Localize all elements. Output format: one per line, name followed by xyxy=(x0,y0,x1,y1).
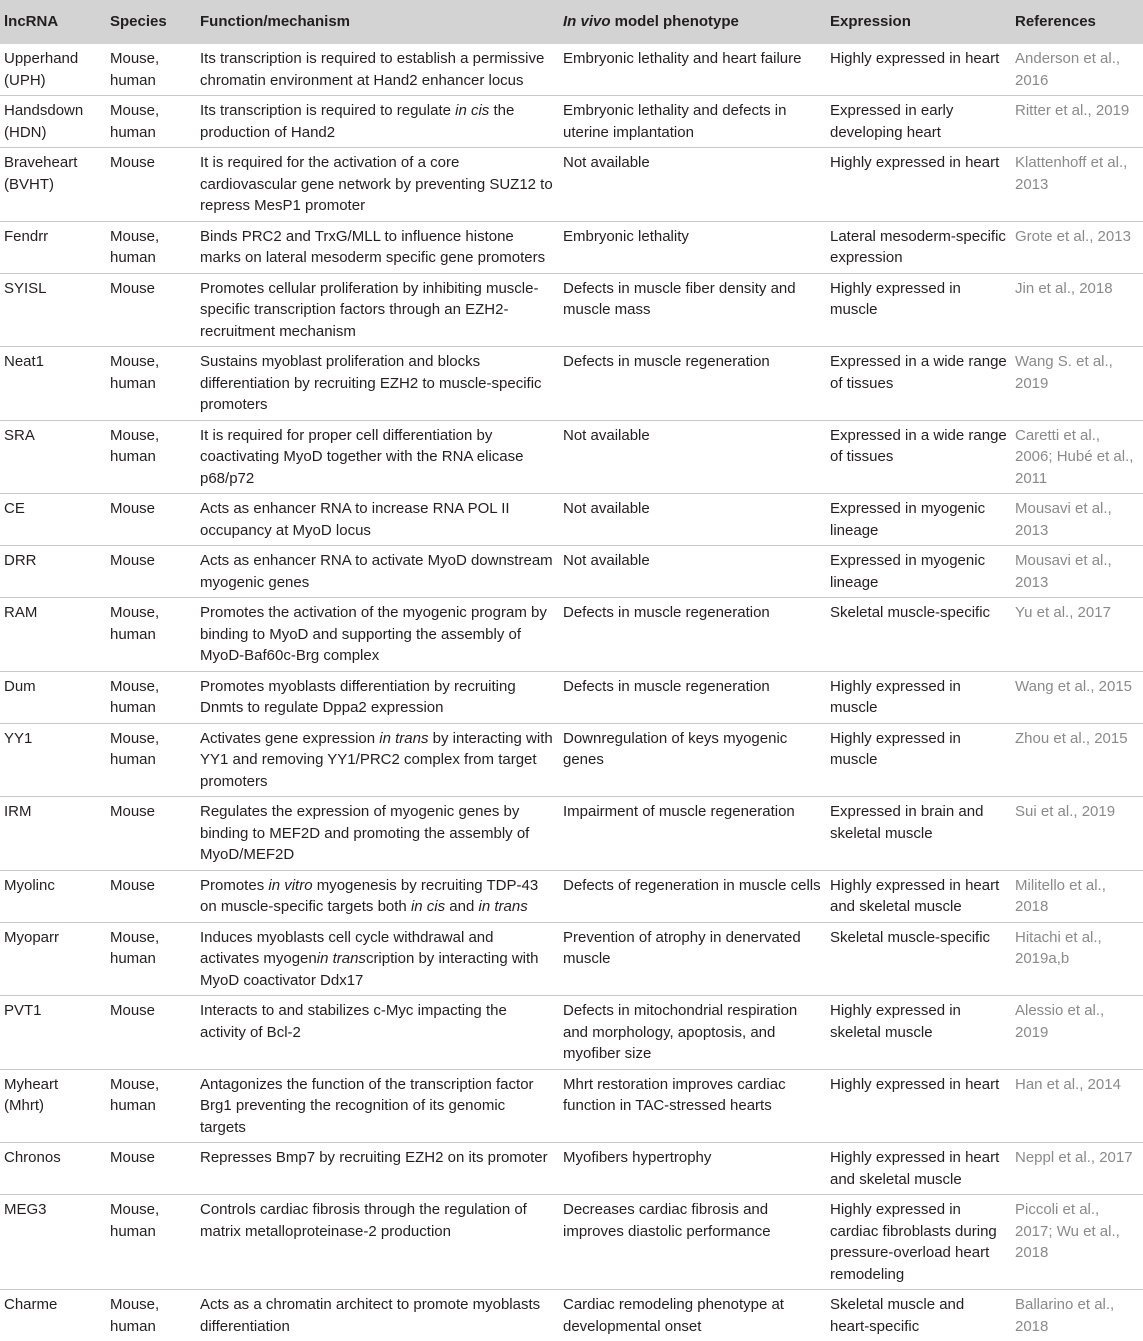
cell-lncrna: Chronos xyxy=(0,1143,106,1195)
cell-phenotype: Defects of regeneration in muscle cells xyxy=(559,870,826,922)
cell-function: Promotes cellular proliferation by inhibiting muscle-specific transcription factors through an EZH2-recruitment mechanism xyxy=(196,273,559,347)
cell-phenotype: Downregulation of keys myogenic genes xyxy=(559,723,826,797)
cell-references: Ballarino et al., 2018 xyxy=(1011,1290,1143,1341)
cell-lncrna: Fendrr xyxy=(0,221,106,273)
cell-function: Antagonizes the function of the transcription factor Brg1 preventing the recognition of its genomic targets xyxy=(196,1069,559,1143)
cell-phenotype: Not available xyxy=(559,494,826,546)
table-row xyxy=(0,996,1143,1070)
table-row xyxy=(0,273,1143,347)
cell-phenotype: Defects in muscle regeneration xyxy=(559,347,826,421)
cell-function: Acts as enhancer RNA to increase RNA POL II occupancy at MyoD locus xyxy=(196,494,559,546)
table-row xyxy=(0,494,1143,546)
cell-phenotype: Not available xyxy=(559,546,826,598)
header-function: Function/mechanism xyxy=(196,0,559,44)
table-row xyxy=(0,148,1143,222)
header-species: Species xyxy=(106,0,196,44)
table-body xyxy=(0,44,1143,1341)
cell-references: Yu et al., 2017 xyxy=(1011,598,1143,672)
cell-expression: Highly expressed in heart xyxy=(826,1069,1011,1143)
cell-lncrna: DRR xyxy=(0,546,106,598)
cell-lncrna: IRM xyxy=(0,797,106,871)
header-lncrna: lncRNA xyxy=(0,0,106,44)
table-row xyxy=(0,723,1143,797)
cell-function: Represses Bmp7 by recruiting EZH2 on its promoter xyxy=(196,1143,559,1195)
cell-phenotype: Impairment of muscle regeneration xyxy=(559,797,826,871)
cell-species: Mouse xyxy=(106,797,196,871)
cell-lncrna: Dum xyxy=(0,671,106,723)
cell-expression: Highly expressed in heart and skeletal muscle xyxy=(826,1143,1011,1195)
cell-phenotype: Mhrt restoration improves cardiac function in TAC-stressed hearts xyxy=(559,1069,826,1143)
cell-phenotype: Defects in muscle fiber density and muscle mass xyxy=(559,273,826,347)
cell-function: It is required for the activation of a core cardiovascular gene network by preventing SUZ12 to repress MesP1 promoter xyxy=(196,148,559,222)
cell-species: Mouse xyxy=(106,1143,196,1195)
cell-species: Mouse, human xyxy=(106,1069,196,1143)
cell-lncrna: Handsdown (HDN) xyxy=(0,96,106,148)
cell-expression: Skeletal muscle-specific xyxy=(826,922,1011,996)
table-row xyxy=(0,671,1143,723)
cell-species: Mouse, human xyxy=(106,598,196,672)
cell-species: Mouse, human xyxy=(106,922,196,996)
cell-species: Mouse xyxy=(106,996,196,1070)
table-row xyxy=(0,922,1143,996)
cell-phenotype: Prevention of atrophy in denervated muscle xyxy=(559,922,826,996)
cell-function: Sustains myoblast proliferation and blocks differentiation by recruiting EZH2 to muscle-specific promoters xyxy=(196,347,559,421)
cell-references: Piccoli et al., 2017; Wu et al., 2018 xyxy=(1011,1195,1143,1290)
header-references: References xyxy=(1011,0,1143,44)
cell-lncrna: Myoparr xyxy=(0,922,106,996)
table-row xyxy=(0,347,1143,421)
cell-function: It is required for proper cell differentiation by coactivating MyoD together with the RNA elicase p68/p72 xyxy=(196,420,559,494)
cell-species: Mouse xyxy=(106,494,196,546)
cell-species: Mouse xyxy=(106,148,196,222)
table-row xyxy=(0,1195,1143,1290)
header-row xyxy=(0,0,1143,44)
table-row xyxy=(0,546,1143,598)
cell-references: Caretti et al., 2006; Hubé et al., 2011 xyxy=(1011,420,1143,494)
cell-species: Mouse xyxy=(106,870,196,922)
cell-references: Anderson et al., 2016 xyxy=(1011,44,1143,96)
cell-phenotype: Not available xyxy=(559,148,826,222)
cell-species: Mouse, human xyxy=(106,723,196,797)
cell-references: Hitachi et al., 2019a,b xyxy=(1011,922,1143,996)
cell-function: Its transcription is required to establish a permissive chromatin environment at Hand2 enhancer locus xyxy=(196,44,559,96)
cell-phenotype: Not available xyxy=(559,420,826,494)
cell-lncrna: PVT1 xyxy=(0,996,106,1070)
cell-phenotype: Defects in muscle regeneration xyxy=(559,671,826,723)
cell-species: Mouse, human xyxy=(106,420,196,494)
cell-species: Mouse xyxy=(106,273,196,347)
cell-references: Alessio et al., 2019 xyxy=(1011,996,1143,1070)
cell-species: Mouse, human xyxy=(106,1195,196,1290)
cell-references: Zhou et al., 2015 xyxy=(1011,723,1143,797)
cell-expression: Skeletal muscle and heart-specific xyxy=(826,1290,1011,1341)
cell-function: Promotes myoblasts differentiation by recruiting Dnmts to regulate Dppa2 expression xyxy=(196,671,559,723)
cell-expression: Highly expressed in muscle xyxy=(826,273,1011,347)
cell-references: Wang et al., 2015 xyxy=(1011,671,1143,723)
cell-references: Ritter et al., 2019 xyxy=(1011,96,1143,148)
cell-lncrna: Myheart (Mhrt) xyxy=(0,1069,106,1143)
cell-phenotype: Embryonic lethality xyxy=(559,221,826,273)
cell-species: Mouse, human xyxy=(106,44,196,96)
cell-function: Controls cardiac fibrosis through the regulation of matrix metalloproteinase-2 production xyxy=(196,1195,559,1290)
cell-phenotype: Defects in mitochondrial respiration and morphology, apoptosis, and myofiber size xyxy=(559,996,826,1070)
cell-expression: Highly expressed in heart and skeletal muscle xyxy=(826,870,1011,922)
table-row xyxy=(0,96,1143,148)
cell-expression: Highly expressed in muscle xyxy=(826,723,1011,797)
cell-expression: Expressed in a wide range of tissues xyxy=(826,347,1011,421)
cell-lncrna: Myolinc xyxy=(0,870,106,922)
cell-function: Interacts to and stabilizes c-Myc impacting the activity of Bcl-2 xyxy=(196,996,559,1070)
cell-species: Mouse xyxy=(106,546,196,598)
cell-expression: Highly expressed in skeletal muscle xyxy=(826,996,1011,1070)
cell-lncrna: Charme xyxy=(0,1290,106,1341)
cell-lncrna: YY1 xyxy=(0,723,106,797)
cell-phenotype: Embryonic lethality and defects in uterine implantation xyxy=(559,96,826,148)
cell-references: Mousavi et al., 2013 xyxy=(1011,546,1143,598)
cell-species: Mouse, human xyxy=(106,671,196,723)
cell-function: Promotes the activation of the myogenic program by binding to MyoD and supporting the assembly of MyoD-Baf60c-Brg complex xyxy=(196,598,559,672)
cell-lncrna: Upperhand (UPH) xyxy=(0,44,106,96)
table-row xyxy=(0,1290,1143,1341)
cell-references: Grote et al., 2013 xyxy=(1011,221,1143,273)
cell-species: Mouse, human xyxy=(106,1290,196,1341)
cell-references: Mousavi et al., 2013 xyxy=(1011,494,1143,546)
cell-expression: Skeletal muscle-specific xyxy=(826,598,1011,672)
cell-expression: Highly expressed in heart xyxy=(826,44,1011,96)
cell-references: Wang S. et al., 2019 xyxy=(1011,347,1143,421)
cell-function: Binds PRC2 and TrxG/MLL to influence histone marks on lateral mesoderm specific gene promoters xyxy=(196,221,559,273)
cell-expression: Expressed in a wide range of tissues xyxy=(826,420,1011,494)
cell-species: Mouse, human xyxy=(106,347,196,421)
cell-lncrna: SYISL xyxy=(0,273,106,347)
cell-expression: Expressed in brain and skeletal muscle xyxy=(826,797,1011,871)
cell-expression: Expressed in myogenic lineage xyxy=(826,546,1011,598)
cell-species: Mouse, human xyxy=(106,96,196,148)
table-row xyxy=(0,870,1143,922)
cell-function: Activates gene expression in trans by interacting with YY1 and removing YY1/PRC2 complex from target promoters xyxy=(196,723,559,797)
cell-expression: Expressed in myogenic lineage xyxy=(826,494,1011,546)
cell-expression: Expressed in early developing heart xyxy=(826,96,1011,148)
cell-phenotype: Embryonic lethality and heart failure xyxy=(559,44,826,96)
cell-lncrna: RAM xyxy=(0,598,106,672)
cell-references: Neppl et al., 2017 xyxy=(1011,1143,1143,1195)
cell-function: Promotes in vitro myogenesis by recruiting TDP-43 on muscle-specific targets both in cis and in trans xyxy=(196,870,559,922)
cell-phenotype: Defects in muscle regeneration xyxy=(559,598,826,672)
cell-lncrna: Neat1 xyxy=(0,347,106,421)
table-row xyxy=(0,1143,1143,1195)
cell-expression: Highly expressed in heart xyxy=(826,148,1011,222)
cell-expression: Highly expressed in cardiac fibroblasts during pressure-overload heart remodeling xyxy=(826,1195,1011,1290)
cell-function: Acts as enhancer RNA to activate MyoD downstream myogenic genes xyxy=(196,546,559,598)
table-row xyxy=(0,598,1143,672)
cell-lncrna: MEG3 xyxy=(0,1195,106,1290)
cell-phenotype: Cardiac remodeling phenotype at developmental onset xyxy=(559,1290,826,1341)
table-row xyxy=(0,221,1143,273)
cell-phenotype: Decreases cardiac fibrosis and improves diastolic performance xyxy=(559,1195,826,1290)
header-phenotype: In vivo model phenotype xyxy=(559,0,826,44)
cell-function: Regulates the expression of myogenic genes by binding to MEF2D and promoting the assembly of MyoD/MEF2D xyxy=(196,797,559,871)
cell-references: Sui et al., 2019 xyxy=(1011,797,1143,871)
cell-lncrna: SRA xyxy=(0,420,106,494)
cell-expression: Highly expressed in muscle xyxy=(826,671,1011,723)
cell-lncrna: Braveheart (BVHT) xyxy=(0,148,106,222)
table-row xyxy=(0,420,1143,494)
cell-references: Militello et al., 2018 xyxy=(1011,870,1143,922)
cell-references: Jin et al., 2018 xyxy=(1011,273,1143,347)
cell-function: Induces myoblasts cell cycle withdrawal and activates myogenin transcription by interacting with MyoD coactivator Ddx17 xyxy=(196,922,559,996)
cell-species: Mouse, human xyxy=(106,221,196,273)
cell-lncrna: CE xyxy=(0,494,106,546)
table-row xyxy=(0,797,1143,871)
cell-expression: Lateral mesoderm-specific expression xyxy=(826,221,1011,273)
cell-phenotype: Myofibers hypertrophy xyxy=(559,1143,826,1195)
table-row xyxy=(0,44,1143,96)
cell-function: Its transcription is required to regulate in cis the production of Hand2 xyxy=(196,96,559,148)
cell-function: Acts as a chromatin architect to promote myoblasts differentiation xyxy=(196,1290,559,1341)
header-expression: Expression xyxy=(826,0,1011,44)
table-header xyxy=(0,0,1143,44)
cell-references: Klattenhoff et al., 2013 xyxy=(1011,148,1143,222)
cell-references: Han et al., 2014 xyxy=(1011,1069,1143,1143)
table-row xyxy=(0,1069,1143,1143)
